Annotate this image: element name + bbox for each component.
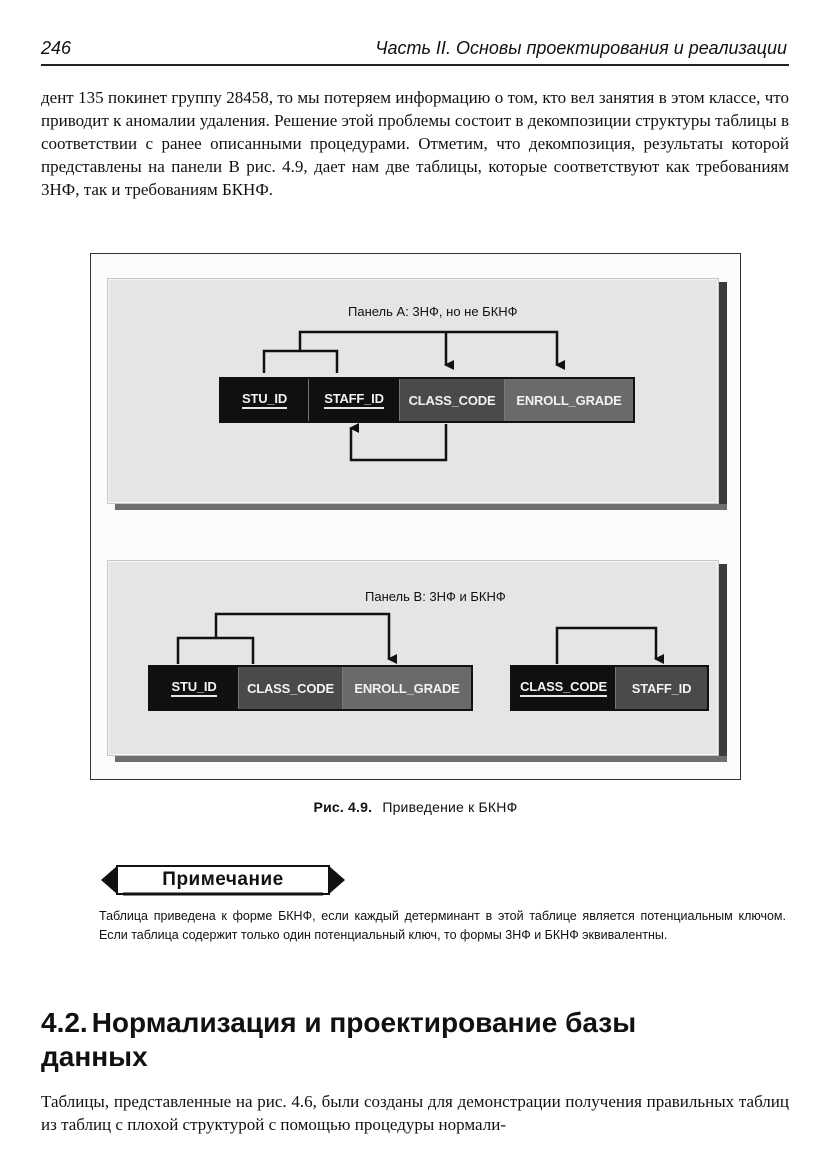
panel-a-table bbox=[219, 377, 635, 423]
figure-caption-text: Приведение к БКНФ bbox=[382, 799, 518, 815]
panel-b-shadow-right bbox=[719, 564, 727, 761]
field-enroll-grade-b bbox=[343, 667, 471, 709]
note-text: Таблица приведена к форме БКНФ, если каждый детерминант в этой таблице является потенциальным ключом. Если таблица содержит только один потенциальный ключ, то формы 3НФ и БКНФ эквивалентны. bbox=[99, 909, 786, 942]
page-number: 246 bbox=[41, 38, 72, 58]
figure-4-9 bbox=[90, 253, 741, 780]
field-enroll-grade-a-label: ENROLL_GRADE bbox=[516, 392, 622, 408]
field-enroll-grade-b-label: ENROLL_GRADE bbox=[354, 680, 460, 696]
panel-a-shadow-right bbox=[719, 282, 727, 509]
field-enroll-grade-a bbox=[505, 379, 633, 421]
field-class-code-a-label: CLASS_CODE bbox=[408, 392, 496, 408]
figure-caption-label: Рис. 4.9. bbox=[313, 799, 373, 815]
field-staff-id-a-label: STAFF_ID bbox=[324, 391, 384, 409]
panel-b bbox=[107, 560, 719, 756]
section-heading bbox=[41, 1006, 661, 1074]
running-title: Часть II. Основы проектирования и реализации bbox=[375, 38, 787, 58]
field-staff-id-b-label: STAFF_ID bbox=[631, 680, 692, 696]
field-class-code-a bbox=[400, 379, 505, 421]
body-paragraph-top: дент 135 покинет группу 28458, то мы потеряем информацию о том, кто вел занятия в этом классе, что приводит к аномалии удаления. Решение этой проблемы состоит в декомпозиции структуры таблицы в соответствии с ранее описанными процедурами. Отметим, что декомпозиция, результаты которой представлены на панели B рис. 4.9, дает нам две таблицы, которые соответствуют как требованиям 3НФ, так и требованиям БКНФ. bbox=[41, 88, 789, 199]
field-stu-id-b bbox=[150, 667, 239, 709]
note-banner bbox=[101, 863, 345, 897]
section-number: 4.2. bbox=[41, 1007, 88, 1038]
field-staff-id-a bbox=[309, 379, 400, 421]
page-header bbox=[41, 34, 789, 66]
panel-a-shadow-bottom bbox=[115, 504, 727, 510]
section-title: Нормализация и проектирование базы данных bbox=[41, 1007, 637, 1072]
panel-b-shadow-bottom bbox=[115, 756, 727, 762]
field-stu-id-a bbox=[221, 379, 309, 421]
field-stu-id-a-label: STU_ID bbox=[242, 391, 287, 409]
note-title: Примечание bbox=[162, 869, 284, 890]
body-paragraph-bottom: Таблицы, представленные на рис. 4.6, были созданы для демонстрации получения правильных таблиц из таблиц с плохой структурой с помощью процедуры нормали- bbox=[41, 1092, 789, 1134]
field-class-code-b2-label: CLASS_CODE bbox=[520, 679, 607, 697]
field-staff-id-b bbox=[616, 667, 707, 709]
panel-a-title: Панель A: 3НФ, но не БКНФ bbox=[348, 304, 518, 319]
panel-b-table-1 bbox=[148, 665, 473, 711]
panel-b-table-2 bbox=[510, 665, 709, 711]
field-class-code-b1 bbox=[239, 667, 343, 709]
field-stu-id-b-label: STU_ID bbox=[171, 679, 216, 697]
field-class-code-b2 bbox=[512, 667, 616, 709]
panel-b-title: Панель B: 3НФ и БКНФ bbox=[365, 589, 506, 604]
field-class-code-b1-label: CLASS_CODE bbox=[247, 680, 334, 696]
figure-caption bbox=[0, 799, 831, 815]
panel-a bbox=[107, 278, 719, 504]
